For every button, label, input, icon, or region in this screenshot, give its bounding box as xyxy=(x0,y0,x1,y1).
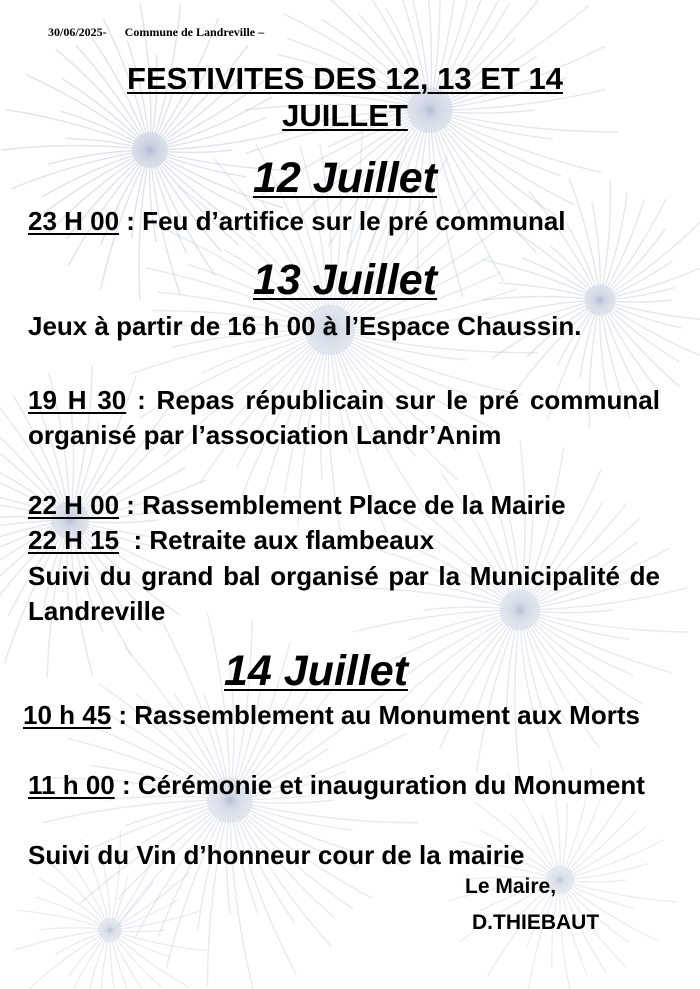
page-title xyxy=(60,60,630,134)
signature-name: D.THIEBAUT xyxy=(472,911,600,934)
event-time: 10 h 45 xyxy=(23,700,112,730)
event-time: 23 H 00 xyxy=(28,206,120,236)
event-text: : Rassemblement au Monument aux Morts xyxy=(111,700,640,730)
event-grand-ball: Suivi du grand bal organisé par la Municipalité de Landreville xyxy=(28,561,660,626)
heading-12-juillet: 12 Juillet xyxy=(252,154,438,202)
event-text: : Rassemblement Place de la Mairie xyxy=(119,490,566,520)
document-header xyxy=(48,25,264,40)
event-time: 22 H 00 xyxy=(28,490,120,520)
event-text: : Cérémonie et inauguration du Monument xyxy=(114,770,645,800)
event-ceremony xyxy=(28,768,660,803)
signature-role: Le Maire, xyxy=(465,875,557,898)
event-gathering-monument xyxy=(23,698,660,733)
event-time: 22 H 15 xyxy=(28,525,120,555)
event-time: 11 h 00 xyxy=(28,770,115,800)
event-text: : Retraite aux flambeaux xyxy=(119,525,435,555)
event-gathering-mairie xyxy=(28,488,660,523)
header-date: 30/06/2025- xyxy=(48,25,107,39)
heading-13-juillet: 13 Juillet xyxy=(252,256,438,304)
title-line-2: JUILLET xyxy=(282,98,408,133)
event-text: : Repas républicain sur le pré communal organisé par l’association Landr’Anim xyxy=(28,385,660,450)
title-line-1: FESTIVITES DES 12, 13 ET 14 xyxy=(127,61,563,96)
event-time: 19 H 30 xyxy=(28,385,127,415)
header-commune: Commune de Landreville – xyxy=(124,25,265,39)
event-wine-of-honour: Suivi du Vin d’honneur cour de la mairie xyxy=(28,840,525,870)
event-torch-retreat xyxy=(28,523,660,558)
event-games: Jeux à partir de 16 h 00 à l’Espace Chaussin. xyxy=(28,311,582,341)
event-text: : Feu d’artifice sur le pré communal xyxy=(119,206,566,236)
event-republican-meal xyxy=(28,383,660,453)
heading-14-juillet: 14 Juillet xyxy=(223,647,409,695)
event-fireworks xyxy=(28,204,660,239)
